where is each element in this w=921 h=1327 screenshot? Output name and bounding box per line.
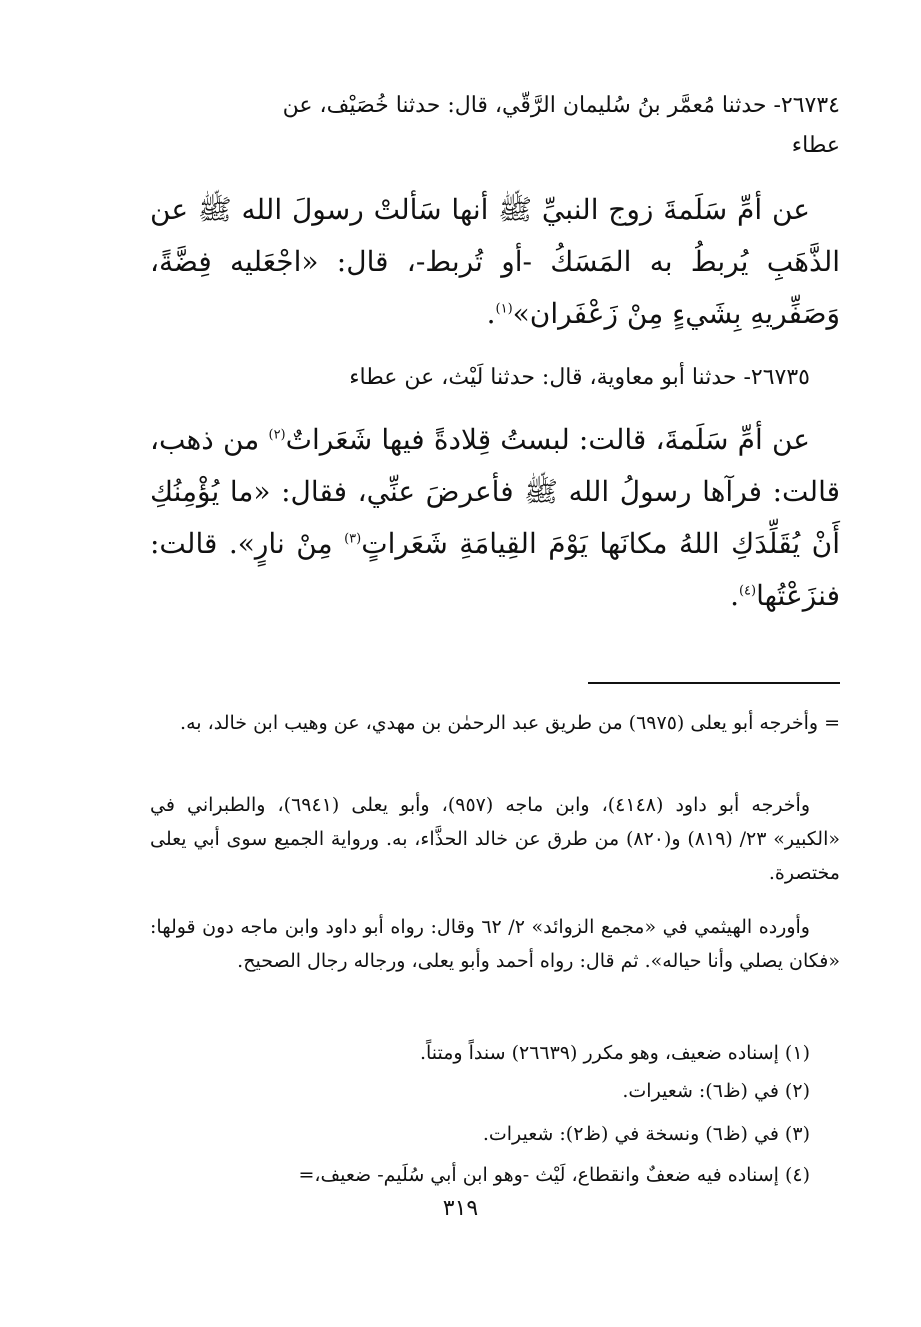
isnad-line: عطاء (791, 133, 840, 158)
matn-end: . (486, 297, 496, 330)
footnote-ref-1: (١) (495, 301, 513, 317)
footnote-3: (٣) في (ظ٦) ونسخة في (ظ٢): شعيرات. (482, 1123, 810, 1145)
footnote-ref-2: (٢) (268, 427, 286, 443)
matn-text: عن أمِّ سَلَمةَ زوج النبيِّ ﷺ أنها سَألتْ رسولَ الله ﷺ عن الذَّهَبِ يُربطُ به المَسَكُ -أو تُربط-، قال: «اجْعَليه فِضَّةً، وَصَفِّريهِ بِشَيءٍ مِنْ زَعْفَران» (150, 193, 840, 330)
hadith-26735-matn (150, 414, 840, 622)
hadith-26735-isnad: ٢٦٧٣٥- حدثنا أبو معاوية، قال: حدثنا لَيْث، عن عطاء (349, 365, 810, 390)
isnad-line: ٢٦٧٣٤- حدثنا مُعمَّر بنُ سُليمان الرَّقّي، قال: حدثنا خُصَيْف، عن (282, 93, 840, 118)
footnote-paragraph: وأورده الهيثمي في «مجمع الزوائد» ٢/ ٦٢ وقال: رواه أبو داود وابن ماجه دون قولها: «فكان يصلي وأنا حياله». ثم قال: رواه أحمد وأبو يعلى، ورجاله رجال الصحيح. (150, 916, 840, 972)
footnote-4: (٤) إسناده فيه ضعفٌ وانقطاع، لَيْث -وهو ابن أبي سُلَيم- ضعيف،= (298, 1164, 810, 1186)
footnote-continuation: = وأخرجه أبو يعلى (٦٩٧٥) من طريق عبد الرحمٰن بن مهدي، عن وهيب ابن خالد، به. (180, 712, 840, 734)
page-number: ٣١٩ (442, 1196, 479, 1221)
matn-end: . (730, 579, 739, 612)
matn-text: مِنْ نارٍ». قالت: فنزَعْتُها (150, 527, 840, 612)
footnote-paragraph: وأخرجه أبو داود (٤١٤٨)، وابن ماجه (٩٥٧)، وأبو يعلى (٦٩٤١)، والطبراني في «الكبير» ٢٣/ (٨١٩) و(٨٢٠) من طرق عن خالد الحذَّاء، به. ورواية الجميع سوى أبي يعلى مختصرة. (150, 794, 840, 884)
footnote-2: (٢) في (ظ٦): شعيرات. (622, 1080, 810, 1102)
footnote-ref-4: (٤) (738, 583, 757, 599)
matn-text: من ذهب، قالت: فرآها رسولُ الله ﷺ فأعرضَ عنِّي، فقال: «ما يُؤْمِنُكِ أَنْ يُقَلِّدَكِ اللهُ مكانَها يَوْمَ القِيامَةِ شَعَراتٍ (150, 423, 840, 560)
footnote-ref-3: (٣) (344, 531, 362, 547)
footnote-separator (588, 682, 840, 684)
matn-text: عن أمِّ سَلَمةَ، قالت: لبستُ قِلادةً فيها شَعَراتٌ (285, 423, 810, 456)
hadith-26734-matn (150, 184, 840, 340)
hadith-26734-isnad (150, 86, 840, 166)
footnote-1: (١) إسناده ضعيف، وهو مكرر (٢٦٦٣٩) سنداً ومتناً. (419, 1042, 810, 1064)
